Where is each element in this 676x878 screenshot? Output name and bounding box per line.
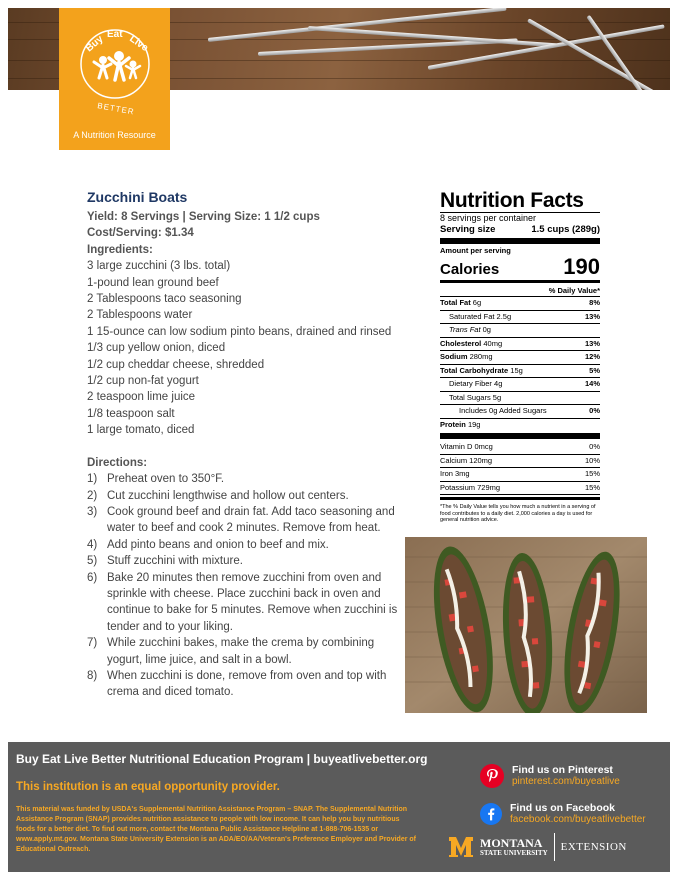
msu-subtitle: STATE UNIVERSITY xyxy=(480,848,548,857)
vitamin-row xyxy=(440,468,600,482)
nutrient-amount: 280mg xyxy=(469,352,493,361)
nutrient-amount: 0g xyxy=(482,325,491,334)
vitamin-label: Calcium 120mg xyxy=(440,455,493,465)
footer xyxy=(8,742,670,872)
direction-step xyxy=(87,504,407,537)
nutrient-label: Total Carbohydrate xyxy=(440,365,509,375)
facebook-heading: Find us on Facebook xyxy=(510,802,616,814)
pinterest-link[interactable] xyxy=(480,764,620,788)
directions-heading: Directions: xyxy=(87,456,148,469)
direction-step xyxy=(87,668,407,701)
direction-number: 1) xyxy=(87,473,98,486)
logo-word-buy: Buy xyxy=(83,33,106,55)
daily-value-header: % Daily Value* xyxy=(548,286,600,295)
servings-per-container: 8 servings per container xyxy=(440,213,537,223)
directions-list xyxy=(87,471,407,701)
calories-value: 190 xyxy=(563,254,600,279)
nutrient-row xyxy=(440,365,600,379)
calories-row xyxy=(440,256,600,278)
direction-number: 4) xyxy=(87,538,98,551)
nutrition-facts-label xyxy=(440,190,600,524)
serving-size-label: Serving size xyxy=(440,224,496,235)
nutrient-label: Dietary Fiber xyxy=(449,379,492,388)
nutrient-amount: 40mg xyxy=(483,338,503,348)
msu-extension-logo xyxy=(448,833,627,861)
nutrient-label: Protein xyxy=(440,419,466,429)
pinterest-url: pinterest.com/buyeatlive xyxy=(512,776,620,787)
nutrient-row xyxy=(440,378,600,392)
direction-text: Cook ground beef and drain fat. Add taco seasoning and water to beef and cook 2 minutes. Remove from heat. xyxy=(107,505,395,535)
ingredient-item: 2 Tablespoons water xyxy=(87,309,193,322)
vitamin-dv: 15% xyxy=(584,482,600,492)
vitamin-row xyxy=(440,482,600,496)
pinterest-icon xyxy=(480,764,504,788)
nutrient-label: Trans Fat xyxy=(449,325,481,334)
nutrition-footnote: *The % Daily Value tells you how much a nutrient in a serving of food contributes to a daily diet. 2,000 calories a day is used for general nutrition advice. xyxy=(440,504,596,523)
ingredients-heading: Ingredients: xyxy=(87,243,153,256)
funding-statement: This material was funded by USDA's Supplemental Nutrition Assistance Program – SNAP. The Supplemental Nutrition Assistance Program (SNAP) provides nutrition assistance to people with low income. It can help you buy nutritious foods for a better diet. To find out more, contact the Montana Public Assistance Helpline at 1-888-706-1535 or www.apply.mt.gov. Montana State University Extension is an ADA/EO/AA/Veteran's Preference Employer and Provider of Educational Outreach. xyxy=(16,806,416,853)
direction-number: 5) xyxy=(87,555,98,568)
brand-logo xyxy=(59,8,170,150)
direction-text: Preheat oven to 350°F. xyxy=(107,473,225,486)
direction-text: When zucchini is done, remove from oven and top with crema and diced tomato. xyxy=(107,669,387,699)
serving-size-value: 1.5 cups (289g) xyxy=(531,224,600,235)
amount-per-serving: Amount per serving xyxy=(440,246,511,255)
direction-step xyxy=(87,553,407,569)
calories-label: Calories xyxy=(440,261,500,278)
ingredient-item: 3 large zucchini (3 lbs. total) xyxy=(87,260,231,273)
direction-step xyxy=(87,471,407,487)
msu-extension-label: EXTENSION xyxy=(560,841,627,853)
nutrient-label: Total Sugars xyxy=(449,392,491,402)
nutrient-amount: 2.5g xyxy=(496,311,512,321)
nutrition-title: Nutrition Facts xyxy=(440,189,584,212)
ingredient-item: 1/2 cup cheddar cheese, shredded xyxy=(87,358,265,371)
nutrient-row xyxy=(440,297,600,311)
logo-word-better: BETTER xyxy=(96,101,136,117)
recipe-cost: Cost/Serving: $1.34 xyxy=(87,227,194,240)
nutrient-amount: 5g xyxy=(492,392,502,402)
direction-text: Bake 20 minutes then remove zucchini from oven and sprinkle with cheese. Place zucchini back in oven and continue to bake for 5 minutes. Remove when zucchini is tender and to your liking. xyxy=(107,571,398,633)
nutrient-dv: 0% xyxy=(589,406,600,415)
direction-text: While zucchini bakes, make the crema by combining yogurt, lime juice, and salt in a bowl. xyxy=(107,637,375,666)
nutrient-row xyxy=(440,338,600,352)
nutrient-dv: 12% xyxy=(584,352,600,361)
nutrient-label: Includes 0g Added Sugars xyxy=(459,406,547,415)
direction-step xyxy=(87,635,407,668)
direction-text: Add pinto beans and onion to beef and mix. xyxy=(107,538,329,551)
direction-step xyxy=(87,537,407,553)
nutrient-row xyxy=(440,324,600,338)
ingredient-item: 1-pound lean ground beef xyxy=(87,276,219,289)
direction-number: 6) xyxy=(87,571,98,584)
direction-number: 8) xyxy=(87,669,98,682)
vitamin-label: Iron 3mg xyxy=(440,469,470,478)
recipe-title: Zucchini Boats xyxy=(87,189,188,205)
ingredients-list xyxy=(87,258,407,438)
nutrient-label: Sodium xyxy=(440,352,468,361)
ingredient-item: 1/8 teaspoon salt xyxy=(87,407,175,420)
direction-text: Cut zucchini lengthwise and hollow out centers. xyxy=(107,489,349,502)
vitamin-row xyxy=(440,441,600,455)
facebook-url: facebook.com/buyeatlivebetter xyxy=(510,814,646,825)
nutrient-label: Saturated Fat xyxy=(449,311,495,321)
brand-logo-mark-icon xyxy=(69,18,161,118)
ingredient-item: 2 teaspoon lime juice xyxy=(87,391,196,404)
logo-word-eat: Eat xyxy=(107,29,123,40)
nutrient-amount: 6g xyxy=(472,298,482,307)
vitamin-label: Potassium 729mg xyxy=(440,482,501,492)
nutrient-amount: 15g xyxy=(510,365,523,375)
nutrient-row xyxy=(440,351,600,365)
direction-step xyxy=(87,488,407,504)
vitamin-row xyxy=(440,455,600,469)
nutrient-row xyxy=(440,405,600,419)
nutrient-row xyxy=(440,392,600,406)
direction-step xyxy=(87,570,407,636)
logo-tagline: A Nutrition Resource xyxy=(73,130,156,140)
ingredient-item: 1 large tomato, diced xyxy=(87,424,195,437)
recipe-section xyxy=(87,188,407,701)
ingredient-item: 1/2 cup non-fat yogurt xyxy=(87,375,199,388)
direction-text: Stuff zucchini with mixture. xyxy=(107,555,243,568)
ingredient-item: 1 15-ounce can low sodium pinto beans, drained and rinsed xyxy=(87,325,392,338)
msu-name: MONTANA xyxy=(480,835,543,850)
nutrient-dv: 14% xyxy=(584,379,600,388)
equal-opportunity-statement: This institution is an equal opportunity provider. xyxy=(16,781,280,793)
nutrient-dv: 8% xyxy=(589,298,600,307)
vitamin-dv: 15% xyxy=(584,469,600,478)
nutrient-dv: 5% xyxy=(589,365,600,375)
serving-size-row xyxy=(440,224,600,236)
recipe-yield: Yield: 8 Servings | Serving Size: 1 1/2 cups xyxy=(87,211,320,223)
ingredient-item: 1/3 cup yellow onion, diced xyxy=(87,342,226,355)
direction-number: 7) xyxy=(87,637,98,650)
nutrient-row xyxy=(440,311,600,325)
nutrient-dv: 13% xyxy=(584,311,600,321)
vitamin-label: Vitamin D 0mcg xyxy=(440,442,493,451)
zucchini-boats-photo xyxy=(405,537,647,713)
nutrient-label: Cholesterol xyxy=(440,338,482,348)
nutrient-amount: 4g xyxy=(494,379,503,388)
facebook-link[interactable] xyxy=(480,802,646,826)
pinterest-heading: Find us on Pinterest xyxy=(512,764,613,776)
vitamin-dv: 0% xyxy=(589,442,600,451)
direction-number: 2) xyxy=(87,489,98,502)
nutrient-dv: 13% xyxy=(584,338,600,348)
nutrient-label: Total Fat xyxy=(440,298,471,307)
msu-m-logo-icon xyxy=(448,835,474,859)
facebook-icon xyxy=(480,803,502,825)
nutrient-row xyxy=(440,419,600,432)
logo-word-live: Live xyxy=(127,33,150,54)
direction-number: 3) xyxy=(87,505,98,518)
nutrient-amount: 19g xyxy=(467,419,481,429)
vitamin-dv: 10% xyxy=(584,455,600,465)
program-banner: Buy Eat Live Better Nutritional Education Program | buyeatlivebetter.org xyxy=(16,752,428,766)
ingredient-item: 2 Tablespoons taco seasoning xyxy=(87,293,242,306)
